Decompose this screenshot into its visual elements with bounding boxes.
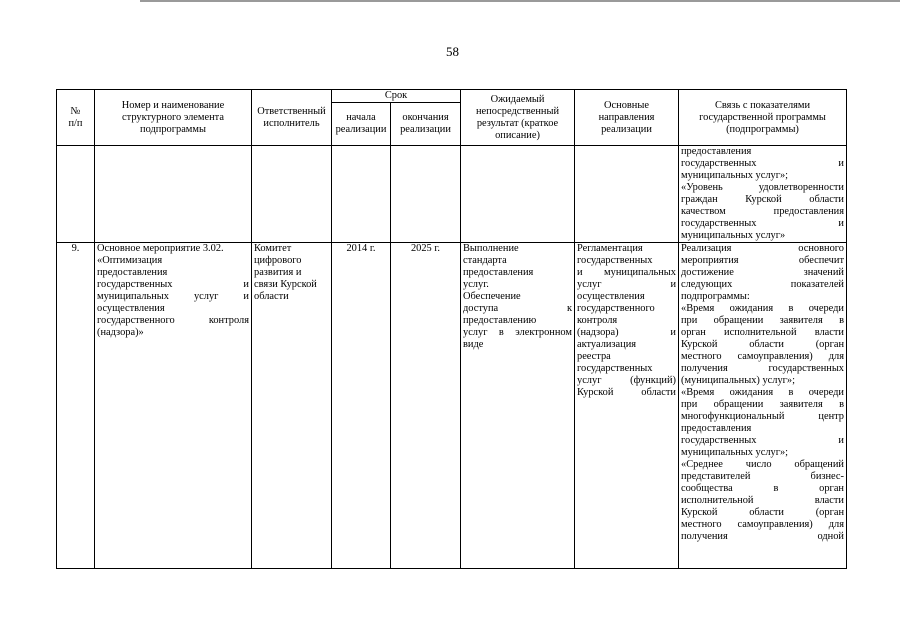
cell-empty bbox=[575, 146, 679, 243]
text-line: представителей бизнес- bbox=[681, 471, 844, 482]
col-executor-header: Ответственный исполнитель bbox=[252, 90, 332, 146]
cell-empty bbox=[95, 146, 252, 243]
cell-end: 2025 г. bbox=[391, 243, 461, 569]
text-line: местного самоуправления) для bbox=[681, 519, 844, 530]
text-line: Комитет bbox=[254, 243, 292, 254]
text-line: муниципальных услуг»; bbox=[681, 447, 789, 458]
cell-empty bbox=[252, 146, 332, 243]
cell-link bbox=[679, 243, 847, 569]
text-line: «Оптимизация bbox=[97, 255, 163, 266]
cell-empty bbox=[332, 146, 391, 243]
cell-empty bbox=[461, 146, 575, 243]
text-line: местного самоуправления) для bbox=[681, 351, 844, 362]
text-line: услуг в электронном bbox=[463, 327, 572, 338]
text-line: Регламентация bbox=[577, 243, 643, 254]
text-line: стандарта bbox=[463, 255, 507, 266]
text-line: государственных bbox=[577, 363, 653, 374]
cell-result bbox=[461, 243, 575, 569]
text-line: Курской области (орган bbox=[681, 507, 844, 518]
table-row-9 bbox=[57, 243, 847, 569]
col-result-header: Ожидаемый непосредственный результат (краткое описание) bbox=[461, 90, 575, 146]
text-line: государственного bbox=[577, 303, 655, 314]
scan-edge bbox=[140, 0, 900, 2]
text-line: подпрограммы: bbox=[681, 291, 750, 302]
text-line: получения одной bbox=[681, 531, 844, 542]
cell-start: 2014 г. bbox=[332, 243, 391, 569]
text-line: Курской области (орган bbox=[681, 339, 844, 350]
cell-empty bbox=[391, 146, 461, 243]
text-line: исполнительной власти bbox=[681, 495, 844, 506]
text-line: государственных и bbox=[681, 218, 844, 229]
col-directions-header: Основные направления реализации bbox=[575, 90, 679, 146]
text-line: «Среднее число обращений bbox=[681, 459, 844, 470]
text-line: Основное мероприятие 3.02. bbox=[97, 243, 224, 254]
text-line: достижение значений bbox=[681, 267, 844, 278]
text-line: Реализация основного bbox=[681, 243, 844, 254]
col-start-header: начала реализации bbox=[332, 103, 391, 146]
text-line: связи Курской bbox=[254, 279, 317, 290]
text-line: предоставления bbox=[463, 267, 534, 278]
text-line: предоставления bbox=[97, 267, 168, 278]
text-line: следующих показателей bbox=[681, 279, 844, 290]
text-line: при обращении заявителя в bbox=[681, 315, 844, 326]
text-line: виде bbox=[463, 339, 484, 350]
text-line: актуализация bbox=[577, 339, 637, 350]
text-line: при обращении заявителя в bbox=[681, 399, 844, 410]
text-line: государственных bbox=[577, 255, 653, 266]
text-line: реестра bbox=[577, 351, 611, 362]
text-line: многофункциональный центр bbox=[681, 411, 844, 422]
text-line: государственных и bbox=[681, 158, 844, 169]
page-number: 58 bbox=[446, 44, 459, 59]
text-line: «Время ожидания в очереди bbox=[681, 303, 844, 314]
text-line: услуг и bbox=[577, 279, 676, 290]
col-link-header: Связь с показателями государственной программы (подпрограммы) bbox=[679, 90, 847, 146]
text-line: мероприятия обеспечит bbox=[681, 255, 844, 266]
text-line: государственных и bbox=[681, 435, 844, 446]
text-line: граждан Курской области bbox=[681, 194, 844, 205]
table-row-continued bbox=[57, 146, 847, 243]
text-line: (муниципальных) услуг»; bbox=[681, 375, 795, 386]
text-line: Выполнение bbox=[463, 243, 519, 254]
text-line: муниципальных услуг и bbox=[97, 291, 249, 302]
text-line: контроля bbox=[577, 315, 618, 326]
text-line: государственного контроля bbox=[97, 315, 249, 326]
text-line: услуг (функций) bbox=[577, 375, 676, 386]
cell-empty bbox=[57, 146, 95, 243]
text-line: орган исполнительной власти bbox=[681, 327, 844, 338]
text-line: (надзора)» bbox=[97, 327, 144, 338]
text-line: «Время ожидания в очереди bbox=[681, 387, 844, 398]
text-line: (надзора) и bbox=[577, 327, 676, 338]
cell-executor bbox=[252, 243, 332, 569]
text-line: «Уровень удовлетворенности bbox=[681, 182, 844, 193]
text-line: Курской области bbox=[577, 387, 676, 398]
text-line: качеством предоставления bbox=[681, 206, 844, 217]
program-table bbox=[56, 89, 847, 569]
cell-link-continued bbox=[679, 146, 847, 243]
text-line: услуг. bbox=[463, 279, 489, 290]
col-end-header: окончания реализации bbox=[391, 103, 461, 146]
cell-directions bbox=[575, 243, 679, 569]
col-name-header: Номер и наименование структурного элемента подпрограммы bbox=[95, 90, 252, 146]
text-line: получения государственных bbox=[681, 363, 844, 374]
col-term-header: Срок bbox=[332, 90, 461, 103]
text-line: развития и bbox=[254, 267, 302, 278]
cell-name bbox=[95, 243, 252, 569]
text-line: сообщества в орган bbox=[681, 483, 844, 494]
text-line: области bbox=[254, 291, 289, 302]
text-line: осуществления bbox=[97, 303, 165, 314]
text-line: муниципальных услуг»; bbox=[681, 170, 789, 181]
col-num-header: № п/п bbox=[57, 90, 95, 146]
text-line: государственных и bbox=[97, 279, 249, 290]
text-line: осуществления bbox=[577, 291, 645, 302]
text-line: предоставления bbox=[681, 146, 752, 157]
text-line: муниципальных услуг» bbox=[681, 230, 786, 241]
text-line: доступа к bbox=[463, 303, 572, 314]
text-line: цифрового bbox=[254, 255, 302, 266]
text-line: предоставления bbox=[681, 423, 752, 434]
cell-num: 9. bbox=[57, 243, 95, 569]
text-line: предоставлению bbox=[463, 315, 537, 326]
text-line: Обеспечение bbox=[463, 291, 521, 302]
text-line: и муниципальных bbox=[577, 267, 676, 278]
